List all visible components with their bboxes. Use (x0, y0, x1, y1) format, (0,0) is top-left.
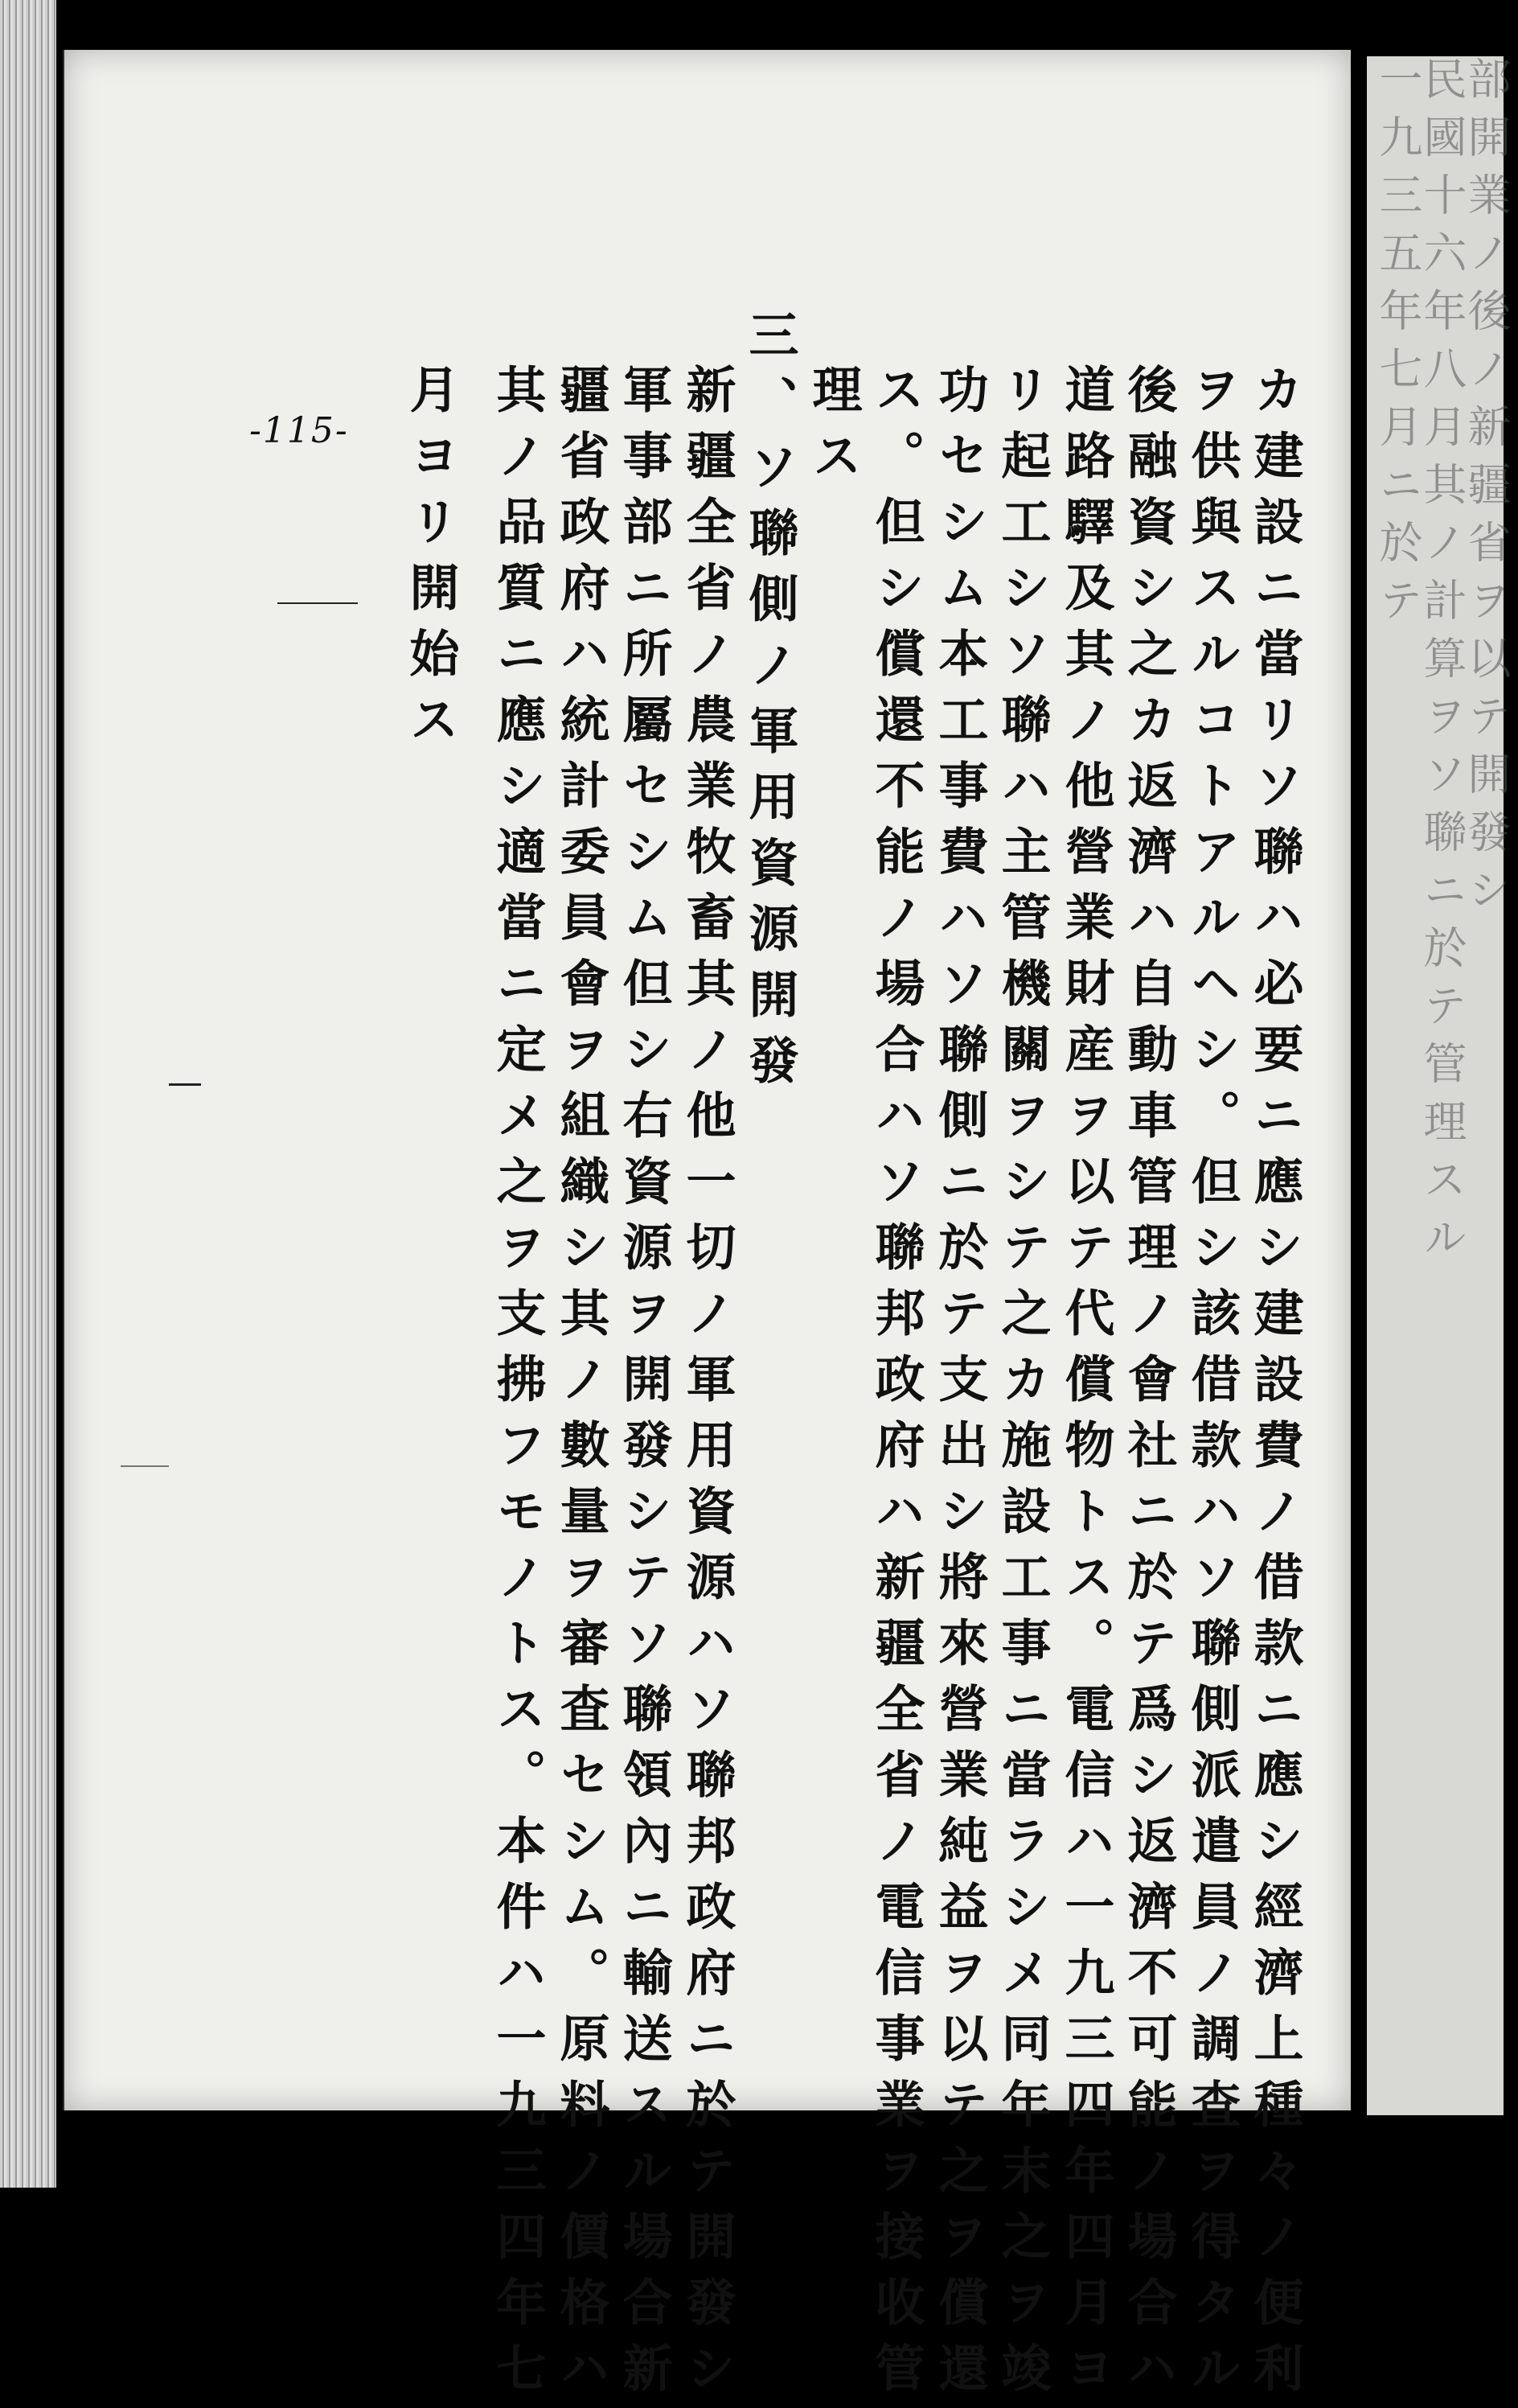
margin-mark (169, 1083, 201, 1086)
bleed-through-text: 一九三五年七月ニ於テ (1372, 56, 1423, 635)
text-column-6: 功セシム本工事費ハソ聯側ニ於テ支出シ將來營業純益ヲ以テ之ヲ償還 (930, 364, 989, 2408)
text-column-8: 理ス (804, 364, 863, 495)
underline-mark (277, 602, 358, 604)
bleed-through-text: 民國十六年八月其ノ計算ヲソ聯ニ於テ管理スル (1417, 56, 1467, 1272)
book-spine-edge (0, 0, 56, 2188)
text-column-11: 軍事部ニ所屬セシム但シ右資源ヲ開發シテソ聯領內ニ輸送スル場合新 (614, 364, 673, 2408)
text-column-12: 疆省政府ハ統計委員會ヲ組織シ其ノ數量ヲ審査セシム。原料ノ價格ハ (552, 364, 610, 2408)
page-number: -115- (249, 410, 349, 451)
adjacent-page-edge (1367, 56, 1512, 2115)
text-column-13: 其ノ品質ニ應シ適當ニ定メ之ヲ支拂フモノトス。本件ハ一九三四年七 (488, 364, 547, 2408)
text-column-4: 道路驛及其ノ他營業財産ヲ以テ代償物トス。電信ハ一九三四年四月ヨ (1056, 364, 1115, 2408)
text-column-2: ヲ供與スルコトアルヘシ。但シ該借款ハソ聯側派遣員ノ調査ヲ得タル (1183, 364, 1241, 2408)
text-column-7: ス。但シ償還不能ノ場合ハソ聯邦政府ハ新疆全省ノ電信事業ヲ接收管 (867, 364, 925, 2408)
text-column-1: カ建設ニ當リソ聯ハ必要ニ應シ建設費ノ借款ニ應シ經濟上種々ノ便利 (1245, 364, 1304, 2408)
text-column-3: 後融資シ之カ返濟ハ自動車管理ノ會社ニ於テ爲シ返濟不可能ノ場合ハ (1119, 364, 1178, 2408)
text-column-14: 月ヨリ開始ス (401, 364, 460, 759)
document-page (63, 50, 1351, 2408)
text-column-10: 新疆全省ノ農業牧畜其ノ他一切ノ軍用資源ハソ聯邦政府ニ於テ開發シ (678, 364, 736, 2408)
margin-mark (121, 1465, 169, 1467)
section-heading: 三、ソ聯側ノ軍用資源開發 (741, 309, 799, 1100)
text-column-5: リ起工シソ聯ハ主管機關ヲシテ之カ施設工事ニ當ラシメ同年末之ヲ竣 (993, 364, 1052, 2408)
bleed-through-text: 部開業ノ後ノ新疆省ヲ以テ開發シ (1461, 56, 1512, 925)
